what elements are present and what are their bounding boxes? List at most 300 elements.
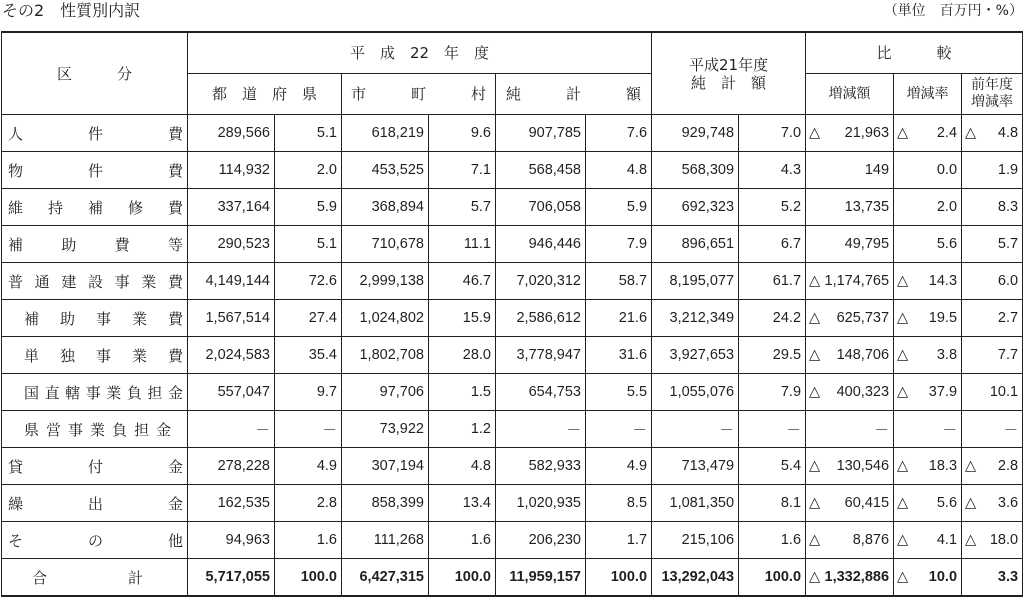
cell-chg-content	[806, 236, 889, 252]
table-row	[2, 522, 1023, 559]
cell-rate-value: 10.0	[928, 569, 958, 585]
cell-prev-content	[962, 569, 1018, 585]
header-prev-rate-line2: 増減率	[971, 94, 1014, 110]
cell-net-pct: 8.5	[586, 485, 652, 522]
cell-chg-value: 1,174,765	[824, 273, 890, 289]
cell-pref: 290,523	[188, 226, 275, 263]
row-label	[2, 530, 187, 551]
row-label-char: 費	[167, 124, 183, 143]
cell-chg-content	[806, 458, 889, 474]
cell-muni-pct: 1.5	[429, 374, 496, 411]
row-label-char: 業	[141, 272, 157, 291]
cell-chg-content	[806, 532, 889, 548]
cell-fy21: 1,081,350	[652, 485, 739, 522]
cell-pref-pct: 72.6	[275, 263, 342, 300]
cell-pref: 289,566	[188, 115, 275, 152]
cell-rate-content	[894, 569, 957, 585]
cell-rate-value: 2.4	[936, 125, 958, 141]
header-fy22: 平 成 22 年 度	[188, 32, 652, 74]
cell-net: －	[496, 411, 586, 448]
cell-prev-value: 8.3	[997, 199, 1019, 215]
row-label	[2, 345, 187, 366]
decrease-triangle-icon: △	[809, 569, 821, 585]
cell-rate-value: 3.8	[936, 347, 958, 363]
cell-fy21: 713,479	[652, 448, 739, 485]
cell-rate-value: 5.6	[936, 495, 958, 511]
cell-chg-content	[806, 310, 889, 326]
cell-rate-value: 19.5	[928, 310, 958, 326]
cell-fy21: －	[652, 411, 739, 448]
header-compare: 比 較	[806, 32, 1023, 74]
cell-pref: －	[188, 411, 275, 448]
table-title: その2 性質別内訳	[2, 1, 141, 20]
cell-rate	[894, 559, 962, 597]
table-row	[2, 263, 1023, 300]
cell-net-pct: 7.9	[586, 226, 652, 263]
cell-pref: 114,932	[188, 152, 275, 189]
cell-prev-content	[962, 273, 1018, 289]
row-label	[2, 382, 187, 403]
cell-chg-value: 13,735	[844, 199, 890, 215]
cell-fy21: 13,292,043	[652, 559, 739, 597]
row-label-char: 独	[59, 346, 75, 365]
table-row	[2, 300, 1023, 337]
cell-rate-content	[894, 384, 957, 400]
cell-chg-content	[806, 569, 889, 585]
row-label	[2, 123, 187, 144]
cell-muni-pct: 28.0	[429, 337, 496, 374]
cell-rate-content	[894, 199, 957, 215]
cell-fy21: 3,927,653	[652, 337, 739, 374]
row-label-char: 費	[114, 235, 130, 254]
header-zogenritsu: 増減率	[894, 74, 962, 115]
cell-rate-value: 2.0	[936, 199, 958, 215]
cell-muni-pct: 1.6	[429, 522, 496, 559]
cell-net-pct: 5.9	[586, 189, 652, 226]
cell-muni: 97,706	[342, 374, 429, 411]
decrease-triangle-icon: △	[897, 347, 909, 363]
cell-muni: 1,024,802	[342, 300, 429, 337]
decrease-triangle-icon: △	[897, 532, 909, 548]
row-label-char: 合	[32, 568, 48, 587]
row-label-char: 費	[167, 161, 183, 180]
row-label-char: 事	[85, 383, 101, 402]
cell-net-pct: 7.6	[586, 115, 652, 152]
cell-chg-content	[806, 495, 889, 511]
header-shichoson: 市 町 村	[342, 74, 496, 115]
row-label-char: 他	[167, 531, 183, 550]
row-label-char: 助	[59, 309, 75, 328]
row-label	[2, 271, 187, 292]
table-row	[2, 485, 1023, 522]
cell-muni: 1,802,708	[342, 337, 429, 374]
cell-rate-value: 0.0	[936, 162, 958, 178]
decrease-triangle-icon: △	[897, 458, 909, 474]
cell-prev	[962, 485, 1023, 522]
decrease-triangle-icon: △	[809, 310, 821, 326]
row-label-char: 設	[87, 272, 103, 291]
row-label-char: 補	[8, 235, 24, 254]
cell-rate	[894, 263, 962, 300]
cell-chg-content	[806, 419, 889, 440]
row-label-char: 金	[167, 457, 183, 476]
cell-chg	[806, 152, 894, 189]
cell-chg	[806, 411, 894, 448]
decrease-triangle-icon: △	[809, 495, 821, 511]
cell-prev	[962, 337, 1023, 374]
cell-muni-pct: 15.9	[429, 300, 496, 337]
row-label-char: 業	[90, 420, 106, 439]
cell-pref: 1,567,514	[188, 300, 275, 337]
cell-fy21: 3,212,349	[652, 300, 739, 337]
decrease-triangle-icon: △	[809, 125, 821, 141]
decrease-triangle-icon: △	[965, 458, 977, 474]
row-label-char: の	[87, 531, 103, 550]
row-label-cell	[2, 263, 188, 300]
cell-muni: 710,678	[342, 226, 429, 263]
cell-prev	[962, 559, 1023, 597]
row-label-char: 事	[95, 346, 111, 365]
cell-chg	[806, 337, 894, 374]
row-label	[2, 493, 187, 514]
decrease-triangle-icon: △	[897, 125, 909, 141]
cell-fy21: 1,055,076	[652, 374, 739, 411]
row-label-char: 事	[68, 420, 84, 439]
cell-chg	[806, 374, 894, 411]
cell-prev-value: 7.7	[997, 347, 1019, 363]
cell-prev	[962, 374, 1023, 411]
header-fy21-line2: 純 計 額	[691, 73, 767, 92]
cell-net-pct: －	[586, 411, 652, 448]
cell-prev-value: 2.8	[997, 458, 1019, 474]
cell-fy21: 215,106	[652, 522, 739, 559]
row-label-char: 建	[61, 272, 77, 291]
cell-prev-value: 1.9	[997, 162, 1019, 178]
decrease-triangle-icon: △	[897, 310, 909, 326]
cell-fy21: 896,651	[652, 226, 739, 263]
cell-muni: 307,194	[342, 448, 429, 485]
cell-fy21: 692,323	[652, 189, 739, 226]
row-label-char: 轄	[65, 383, 81, 402]
cell-prev-value: 2.7	[997, 310, 1019, 326]
row-label	[2, 567, 187, 588]
header-zogengaku: 増減額	[806, 74, 894, 115]
cell-muni: 111,268	[342, 522, 429, 559]
row-label-cell	[2, 189, 188, 226]
cell-net: 2,586,612	[496, 300, 586, 337]
cell-prev-content	[962, 532, 1018, 548]
cell-fy21-pct: 7.0	[739, 115, 806, 152]
cell-chg-value: 625,737	[836, 310, 890, 326]
row-label	[2, 419, 187, 440]
header-kubun: 区 分	[2, 32, 188, 115]
cell-pref: 2,024,583	[188, 337, 275, 374]
cell-chg-value: 1,332,886	[824, 569, 890, 585]
cell-net-pct: 100.0	[586, 559, 652, 597]
cell-rate	[894, 411, 962, 448]
decrease-triangle-icon: △	[965, 495, 977, 511]
row-label-char: 補	[87, 198, 103, 217]
cell-rate-value: 18.3	[928, 458, 958, 474]
cell-net-pct: 31.6	[586, 337, 652, 374]
cell-pref-pct: 9.7	[275, 374, 342, 411]
row-label	[2, 197, 187, 218]
decrease-triangle-icon: △	[897, 273, 909, 289]
cell-chg	[806, 448, 894, 485]
cell-net: 706,058	[496, 189, 586, 226]
cell-muni-pct: 1.2	[429, 411, 496, 448]
cell-fy21: 8,195,077	[652, 263, 739, 300]
cell-pref-pct: 4.9	[275, 448, 342, 485]
decrease-triangle-icon: △	[809, 458, 821, 474]
cell-pref-pct: 27.4	[275, 300, 342, 337]
cell-rate-content	[894, 125, 957, 141]
row-label-cell	[2, 485, 188, 522]
row-label-char: 件	[87, 161, 103, 180]
cell-rate-content	[894, 419, 957, 440]
decrease-triangle-icon: △	[809, 384, 821, 400]
row-label-char: 等	[167, 235, 183, 254]
cell-prev-value: 6.0	[997, 273, 1019, 289]
table-row	[2, 448, 1023, 485]
decrease-triangle-icon: △	[965, 532, 977, 548]
cell-net: 907,785	[496, 115, 586, 152]
cell-chg-value: 148,706	[836, 347, 890, 363]
cell-net-pct: 58.7	[586, 263, 652, 300]
cell-chg	[806, 189, 894, 226]
cell-pref-pct: 2.0	[275, 152, 342, 189]
header-todofuken: 都 道 府 県	[188, 74, 342, 115]
cell-net-pct: 4.9	[586, 448, 652, 485]
cell-prev-content	[962, 310, 1018, 326]
cell-chg-value: 149	[864, 162, 890, 178]
cell-prev-value: 4.8	[997, 125, 1019, 141]
cell-pref-pct: 5.9	[275, 189, 342, 226]
row-label-char: 費	[167, 346, 183, 365]
cell-fy21-pct: －	[739, 411, 806, 448]
decrease-triangle-icon: △	[897, 495, 909, 511]
row-label-char: 貸	[8, 457, 24, 476]
cell-net: 654,753	[496, 374, 586, 411]
cell-prev	[962, 226, 1023, 263]
cell-chg-content	[806, 384, 889, 400]
row-label-char: 担	[147, 383, 163, 402]
cell-net-pct: 5.5	[586, 374, 652, 411]
cell-fy21-pct: 8.1	[739, 485, 806, 522]
cell-chg	[806, 559, 894, 597]
cell-net: 3,778,947	[496, 337, 586, 374]
cell-fy21-pct: 7.9	[739, 374, 806, 411]
cell-chg	[806, 226, 894, 263]
cell-rate	[894, 115, 962, 152]
decrease-triangle-icon: △	[965, 125, 977, 141]
row-label-char: 営	[46, 420, 62, 439]
cell-net: 206,230	[496, 522, 586, 559]
cell-rate	[894, 226, 962, 263]
row-label-cell	[2, 337, 188, 374]
row-label-char: 補	[24, 309, 40, 328]
decrease-triangle-icon: △	[897, 569, 909, 585]
row-label-char: 費	[167, 198, 183, 217]
cell-pref: 162,535	[188, 485, 275, 522]
cell-pref: 557,047	[188, 374, 275, 411]
cell-prev	[962, 189, 1023, 226]
cell-rate-value: 14.3	[928, 273, 958, 289]
row-label-char: 持	[47, 198, 63, 217]
cell-muni: 453,525	[342, 152, 429, 189]
cell-rate-value: 5.6	[936, 236, 958, 252]
table-row	[2, 337, 1023, 374]
row-label-char: 単	[24, 346, 40, 365]
cell-prev-content	[962, 162, 1018, 178]
cell-chg-value: 21,963	[844, 125, 890, 141]
row-label-cell	[2, 522, 188, 559]
cell-chg-value: －	[874, 422, 890, 439]
cell-chg-content	[806, 347, 889, 363]
cell-muni-pct: 7.1	[429, 152, 496, 189]
cell-prev-value: －	[1003, 422, 1019, 439]
cell-rate-content	[894, 310, 957, 326]
cell-prev	[962, 448, 1023, 485]
decrease-triangle-icon: △	[897, 384, 909, 400]
row-label-char: 金	[156, 420, 172, 439]
row-label-char: 直	[44, 383, 60, 402]
table-row	[2, 189, 1023, 226]
cell-rate	[894, 522, 962, 559]
cell-prev-content	[962, 384, 1018, 400]
cell-prev-content	[962, 236, 1018, 252]
row-label-char: 修	[127, 198, 143, 217]
cell-fy21-pct: 24.2	[739, 300, 806, 337]
cell-chg-content	[806, 125, 889, 141]
unit-note: （単位 百万円・%）	[883, 3, 1023, 19]
cell-pref: 5,717,055	[188, 559, 275, 597]
header-prev-rate-line1: 前年度	[971, 77, 1014, 93]
row-label-cell	[2, 374, 188, 411]
row-label	[2, 456, 187, 477]
cell-pref-pct: 2.8	[275, 485, 342, 522]
cell-prev	[962, 411, 1023, 448]
header-fy21-line1: 平成21年度	[688, 55, 769, 74]
cell-rate	[894, 300, 962, 337]
row-label-char: 維	[8, 198, 24, 217]
row-label-char: 出	[87, 494, 103, 513]
cell-fy21: 929,748	[652, 115, 739, 152]
cell-prev-value: 10.1	[989, 384, 1019, 400]
cell-chg-value: 8,876	[852, 532, 890, 548]
cell-chg-content	[806, 273, 889, 289]
row-label-cell	[2, 115, 188, 152]
row-label-char: 繰	[8, 494, 24, 513]
cell-muni: 858,399	[342, 485, 429, 522]
row-label	[2, 160, 187, 181]
cell-rate-content	[894, 458, 957, 474]
cell-chg	[806, 263, 894, 300]
cell-rate-content	[894, 532, 957, 548]
cell-prev	[962, 300, 1023, 337]
cell-prev-content	[962, 419, 1018, 440]
cell-fy21-pct: 1.6	[739, 522, 806, 559]
decrease-triangle-icon: △	[809, 532, 821, 548]
cell-net: 568,458	[496, 152, 586, 189]
cell-muni-pct: 4.8	[429, 448, 496, 485]
decrease-triangle-icon: △	[809, 347, 821, 363]
header-prev-rate	[962, 74, 1023, 115]
cell-prev-content	[962, 125, 1018, 141]
cell-fy21: 568,309	[652, 152, 739, 189]
cell-prev	[962, 115, 1023, 152]
cell-pref-pct: 100.0	[275, 559, 342, 597]
row-label-char: 付	[87, 457, 103, 476]
cell-chg	[806, 522, 894, 559]
table-row	[2, 115, 1023, 152]
cell-rate	[894, 152, 962, 189]
cell-prev	[962, 263, 1023, 300]
row-label-char: 費	[167, 272, 183, 291]
row-label-char: 負	[112, 420, 128, 439]
table-row	[2, 411, 1023, 448]
cell-fy21-pct: 100.0	[739, 559, 806, 597]
cell-net: 946,446	[496, 226, 586, 263]
cell-net-pct: 4.8	[586, 152, 652, 189]
cell-net-pct: 21.6	[586, 300, 652, 337]
cell-chg-value: 130,546	[836, 458, 890, 474]
cell-fy21-pct: 5.2	[739, 189, 806, 226]
row-label-cell	[2, 226, 188, 263]
cell-pref: 94,963	[188, 522, 275, 559]
cell-prev-content	[962, 458, 1018, 474]
table-row	[2, 152, 1023, 189]
cell-muni: 368,894	[342, 189, 429, 226]
row-label	[2, 234, 187, 255]
cell-pref: 4,149,144	[188, 263, 275, 300]
row-label-char: 金	[167, 494, 183, 513]
header-fy21	[652, 32, 806, 115]
cell-prev-value: 3.3	[997, 569, 1019, 585]
row-label-char: 金	[167, 383, 183, 402]
row-label-char: 人	[8, 124, 24, 143]
cell-fy21-pct: 29.5	[739, 337, 806, 374]
cell-rate	[894, 448, 962, 485]
cell-prev	[962, 522, 1023, 559]
row-label-char: 計	[127, 568, 143, 587]
row-label-cell	[2, 152, 188, 189]
row-label-char: 事	[114, 272, 130, 291]
cell-chg	[806, 115, 894, 152]
cell-muni-pct: 5.7	[429, 189, 496, 226]
cell-muni-pct: 11.1	[429, 226, 496, 263]
cell-rate-content	[894, 495, 957, 511]
cell-chg-content	[806, 162, 889, 178]
row-label-char: 負	[126, 383, 142, 402]
cell-rate	[894, 485, 962, 522]
cell-net: 11,959,157	[496, 559, 586, 597]
cell-muni: 73,922	[342, 411, 429, 448]
cell-muni-pct: 13.4	[429, 485, 496, 522]
row-label-char: 業	[106, 383, 122, 402]
row-label-char: 業	[131, 309, 147, 328]
row-label-char: 普	[8, 272, 24, 291]
cell-muni: 2,999,138	[342, 263, 429, 300]
total-row	[2, 559, 1023, 597]
row-label	[2, 308, 187, 329]
cell-rate	[894, 374, 962, 411]
row-label-cell	[2, 300, 188, 337]
row-label-char: 費	[167, 309, 183, 328]
cell-chg-value: 60,415	[844, 495, 890, 511]
cell-rate	[894, 189, 962, 226]
cell-muni: 6,427,315	[342, 559, 429, 597]
